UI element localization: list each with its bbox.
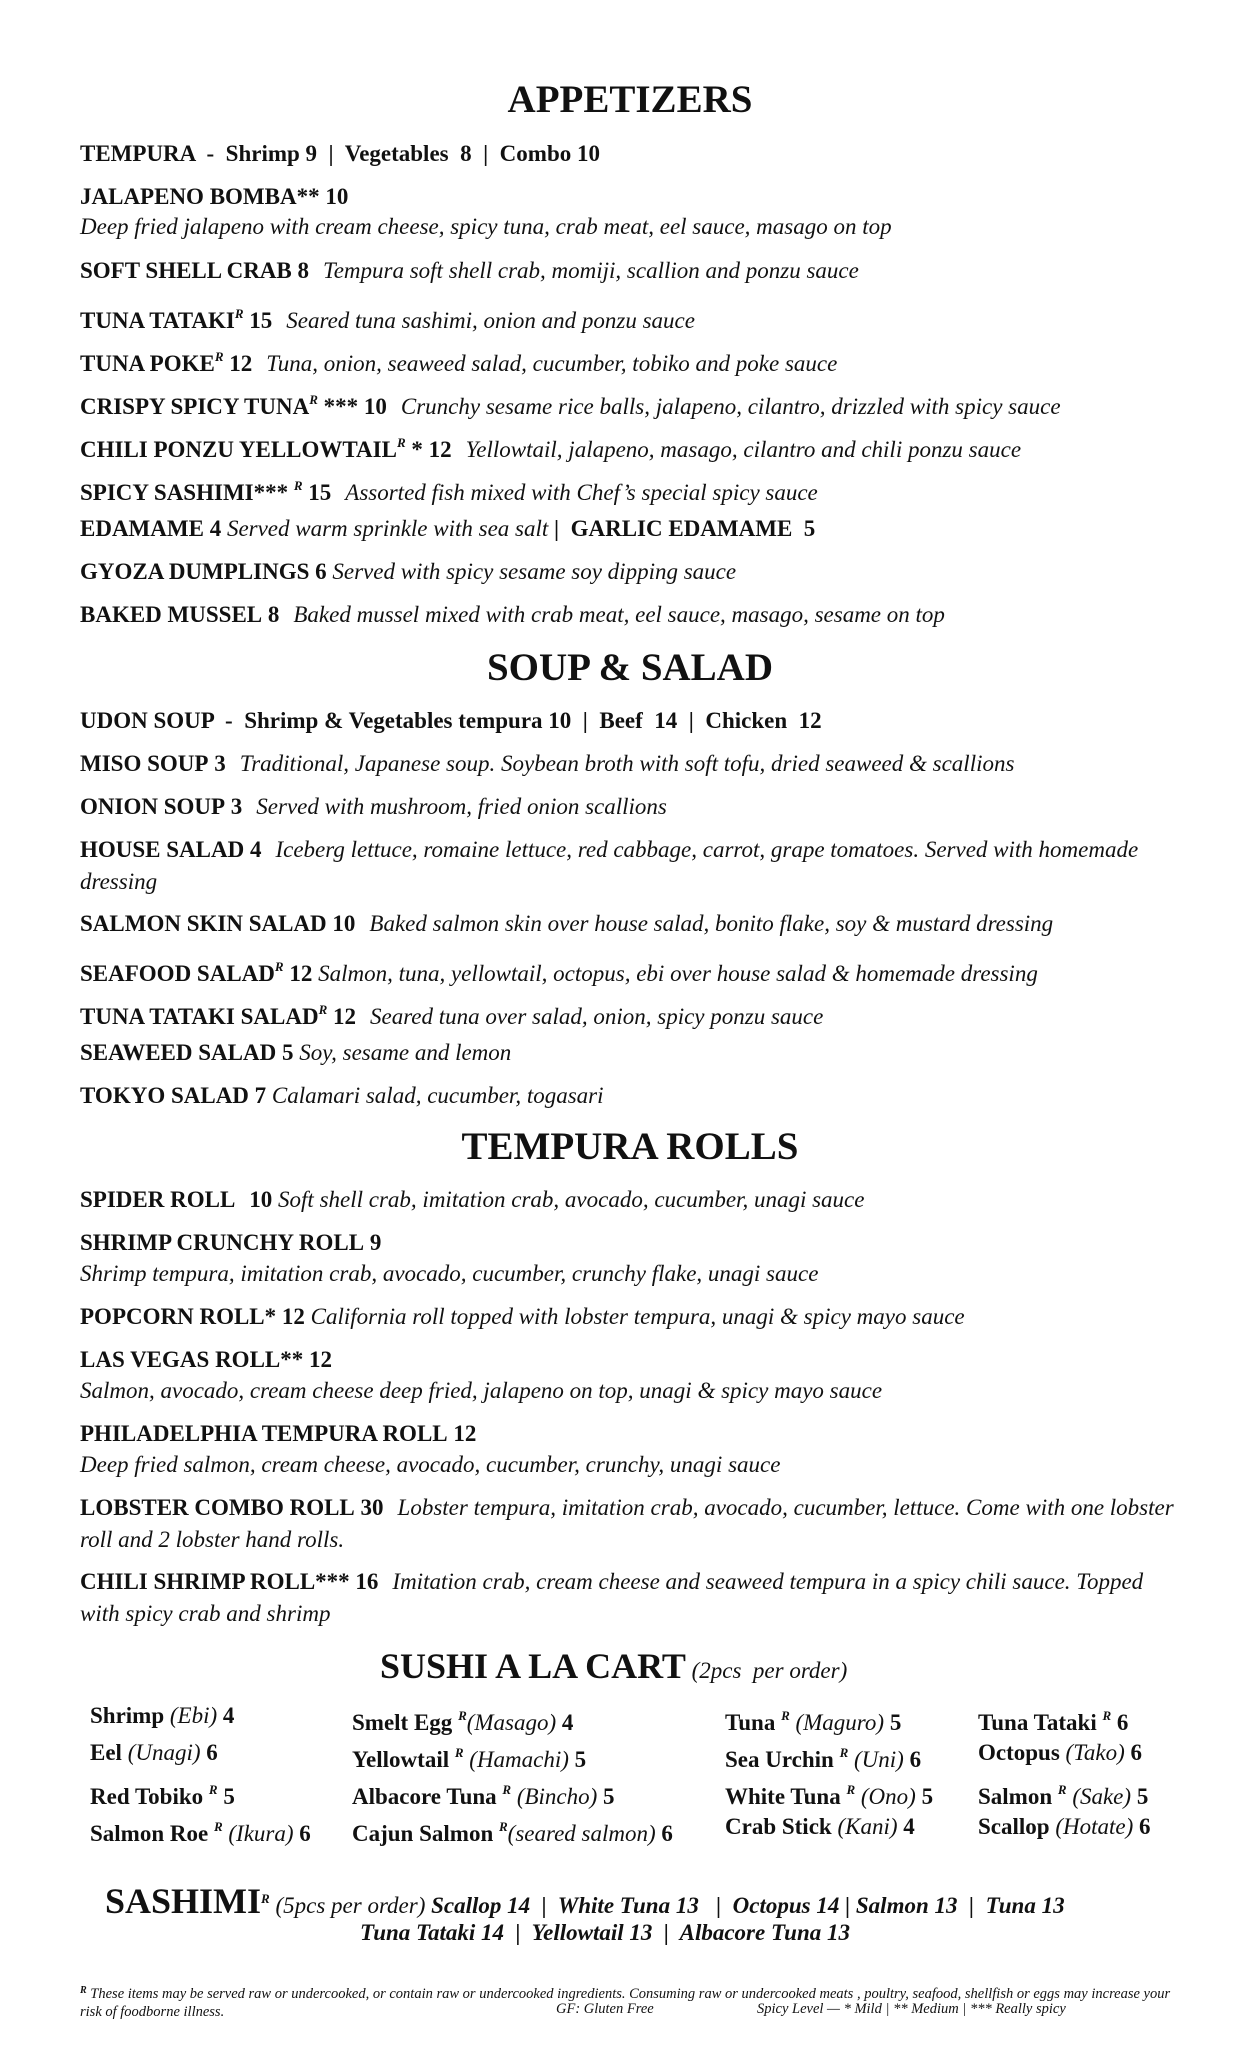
sashimi-line: $SASHIMI^R$ (5pcs per order) Scallop 14 | White Tuna 13 | Octopus 14 | Salmon 13 | Tuna 13 xyxy=(105,1881,1065,1921)
sushi-item: Smelt Egg $^R$(Masago) 4 xyxy=(352,1708,574,1735)
udon-line: UDON SOUP - Shrimp & Vegetables tempura 10 | Beef 14 | Chicken 12 xyxy=(80,708,822,733)
sushi-item: White Tuna $^R$ (Ono) 5 xyxy=(725,1782,934,1809)
sushi-item: Salmon $^R$ (Sake) 5 xyxy=(978,1782,1149,1809)
footer-disclaimer: $^R$ These items may be served raw or undercooked, or contain raw or undercooked ingredients. Consuming raw or undercooked meats , poultry, seafood, shellfish or eggs may increase your risk of foodborne illness. xyxy=(80,1985,1171,2020)
menu-item: SPIDER ROLL 10 Soft shell crab, imitation crab, avocado, cucumber, unagi sauce xyxy=(80,1187,865,1212)
menu-item: HOUSE SALAD 4 Iceberg lettuce, romaine lettuce, red cabbage, carrot, grape tomatoes. Served with homemade dressing xyxy=(80,837,1139,894)
sushi-item: Octopus (Tako) 6 xyxy=(978,1740,1143,1765)
menu-item-desc: Deep fried salmon, cream cheese, avocado, cucumber, crunchy, unagi sauce xyxy=(80,1452,781,1477)
menu-item: SOFT SHELL CRAB 8 Tempura soft shell crab, momiji, scallion and ponzu sauce xyxy=(80,258,859,283)
menu-item: SEAFOOD $SALAD^R$ 12 Salmon, tuna, yellowtail, octopus, ebi over house salad & homemade dressing xyxy=(80,959,1038,986)
sushi-item: Salmon Roe $^R$ (Ikura) 6 xyxy=(90,1819,311,1846)
menu-item: POPCORN ROLL* 12 California roll topped with lobster tempura, unagi & spicy mayo sauce xyxy=(80,1304,965,1329)
menu-item-desc: Deep fried jalapeno with cream cheese, spicy tuna, crab meat, eel sauce, masago on top xyxy=(80,214,892,239)
menu-item: TUNA $POKE^R$ 12 Tuna, onion, seaweed salad, cucumber, tobiko and poke sauce xyxy=(80,349,838,376)
sushi-item: Red Tobiko $^R$ 5 xyxy=(90,1782,235,1809)
tempura-rolls-heading: TEMPURA ROLLS xyxy=(461,1125,799,1168)
menu-item: ONION SOUP 3 Served with mushroom, fried onion scallions xyxy=(80,794,667,819)
menu-item: TUNA $TATAKI^R$ 15 Seared tuna sashimi, onion and ponzu sauce xyxy=(80,306,695,333)
sushi-item: Tuna Tataki $^R$ 6 xyxy=(978,1708,1129,1735)
sushi-item: Crab Stick (Kani) 4 xyxy=(725,1814,915,1839)
menu-item: MISO SOUP 3 Traditional, Japanese soup. Soybean broth with soft tofu, dried seaweed & scallions xyxy=(80,751,1015,776)
menu-item: SEAWEED SALAD 5 Soy, sesame and lemon xyxy=(80,1040,512,1065)
menu-item: CHILI PONZU $YELLOWTAIL^R * 12$ Yellowtail, jalapeno, masago, cilantro and chili ponzu sauce xyxy=(80,435,1022,462)
menu-item: SHRIMP CRUNCHY ROLL 9 xyxy=(80,1230,382,1255)
sushi-item: Cajun Salmon $^R$(seared salmon) 6 xyxy=(352,1819,673,1846)
appetizers-heading: APPETIZERS xyxy=(507,78,753,121)
sushi-heading: SUSHI A LA CART (2pcs per order) xyxy=(380,1646,848,1686)
sashimi-line-2: Tuna Tataki 14 | Yellowtail 13 | Albacore Tuna 13 xyxy=(360,1920,850,1945)
menu-item: JALAPENO BOMBA** 10 xyxy=(80,184,349,209)
tempura-line: TEMPURA - Shrimp 9 | Vegetables 8 | Combo 10 xyxy=(80,141,600,166)
menu-item: PHILADELPHIA TEMPURA ROLL 12 xyxy=(80,1421,477,1446)
menu-item-desc: Salmon, avocado, cream cheese deep fried, jalapeno on top, unagi & spicy mayo sauce xyxy=(80,1378,883,1403)
sushi-item: Eel (Unagi) 6 xyxy=(90,1740,218,1765)
sushi-item: Yellowtail $^R$ (Hamachi) 5 xyxy=(352,1745,587,1772)
menu-item: SPICY SASHIMI*** $^R$ 15 Assorted fish mixed with Chef’s special spicy sauce xyxy=(80,478,818,505)
footer-spicy-level: Spicy Level — * Mild | ** Medium | *** Really spicy xyxy=(757,2001,1066,2017)
menu-item-desc: Shrimp tempura, imitation crab, avocado, cucumber, crunchy flake, unagi sauce xyxy=(80,1261,819,1286)
menu-item: EDAMAME 4 Served warm sprinkle with sea salt | GARLIC EDAMAME 5 xyxy=(80,516,816,541)
menu-item: CHILI SHRIMP ROLL*** 16 Imitation crab, cream cheese and seaweed tempura in a spicy chili sauce. Topped with spicy crab and shrimp xyxy=(80,1569,1144,1626)
footer-gf: GF: Gluten Free xyxy=(556,2001,654,2017)
menu-item: TUNA TATAKI $SALAD^R$ 12 Seared tuna over salad, onion, spicy ponzu sauce xyxy=(80,1002,824,1029)
sushi-item: Scallop (Hotate) 6 xyxy=(978,1814,1151,1839)
menu-item: LAS VEGAS ROLL** 12 xyxy=(80,1347,333,1372)
menu-item: LOBSTER COMBO ROLL 30 Lobster tempura, imitation crab, avocado, cucumber, lettuce. Come with one lobster roll and 2 lobster hand rolls. xyxy=(80,1495,1174,1552)
sushi-item: Shrimp (Ebi) 4 xyxy=(90,1703,235,1728)
menu-item: SALMON SKIN SALAD 10 Baked salmon skin over house salad, bonito flake, soy & mustard dressing xyxy=(80,911,1054,936)
menu-item: TOKYO SALAD 7 Calamari salad, cucumber, togasari xyxy=(80,1083,604,1108)
soup-salad-heading: SOUP & SALAD xyxy=(486,646,774,689)
menu-item: BAKED MUSSEL 8 Baked mussel mixed with crab meat, eel sauce, masago, sesame on top xyxy=(80,602,945,627)
sushi-item: Tuna $^R$ (Maguro) 5 xyxy=(725,1708,902,1735)
sushi-item: Albacore Tuna $^R$ (Bincho) 5 xyxy=(352,1782,615,1809)
menu-item: GYOZA DUMPLINGS 6 Served with spicy sesame soy dipping sauce xyxy=(80,559,737,584)
sushi-item: Sea Urchin $^R$ (Uni) 6 xyxy=(725,1745,922,1772)
menu-item: CRISPY SPICY $TUNA^R$ *** 10 Crunchy sesame rice balls, jalapeno, cilantro, drizzled with spicy sauce xyxy=(80,392,1061,419)
